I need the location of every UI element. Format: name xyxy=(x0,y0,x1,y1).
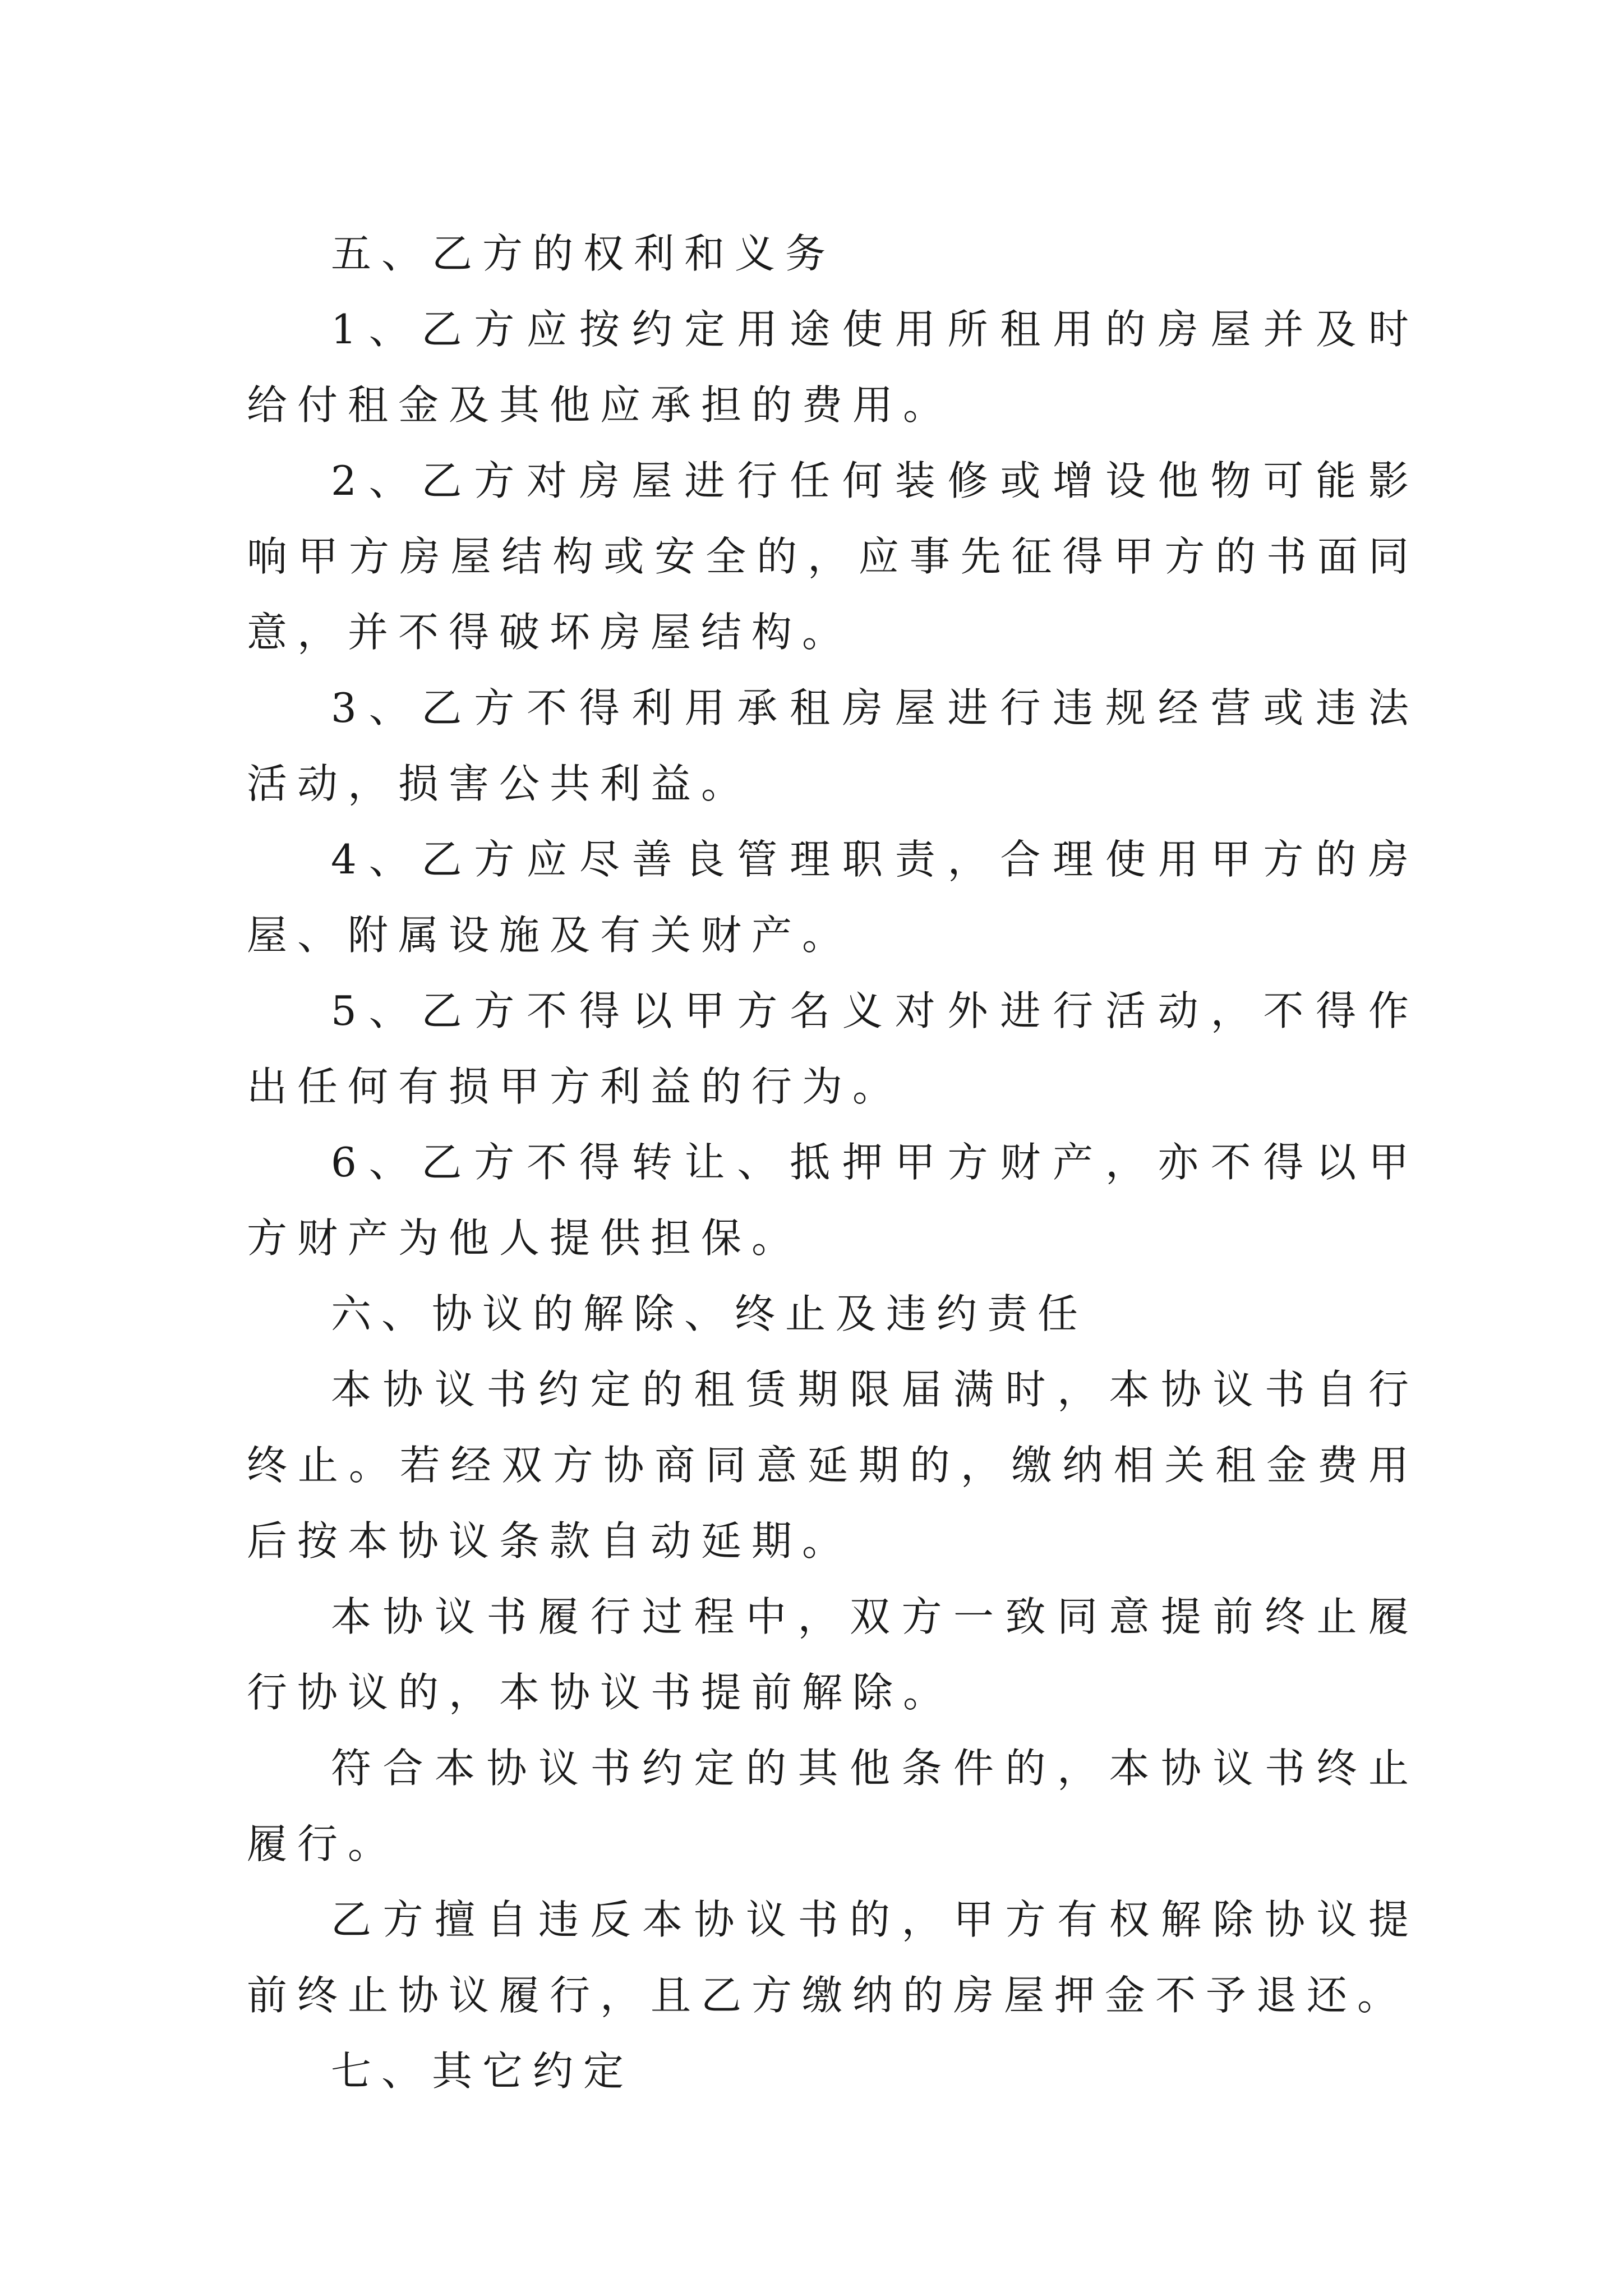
termination-paragraph-1: 本协议书约定的租赁期限届满时，本协议书自行终止。若经双方协商同意延期的，缴纳相关租金费用后按本协议条款自动延期。 xyxy=(247,1366,1419,1565)
clause-4: 4、乙方应尽善良管理职责，合理使用甲方的房屋、附属设施及有关财产。 xyxy=(247,836,1419,959)
clause-2: 2、乙方对房屋进行任何装修或增设他物可能影响甲方房屋结构或安全的，应事先征得甲方的书面同意，并不得破坏房屋结构。 xyxy=(247,457,1419,656)
section-heading-other: 七、其它约定 xyxy=(331,2047,634,2095)
clause-1: 1、乙方应按约定用途使用所租用的房屋并及时给付租金及其他应承担的费用。 xyxy=(247,306,1419,429)
termination-paragraph-2: 本协议书履行过程中，双方一致同意提前终止履行协议的，本协议书提前解除。 xyxy=(247,1593,1419,1716)
section-heading-termination: 六、协议的解除、终止及违约责任 xyxy=(331,1290,1089,1337)
clause-5: 5、乙方不得以甲方名义对外进行活动，不得作出任何有损甲方利益的行为。 xyxy=(247,987,1419,1110)
section-heading-obligations: 五、乙方的权利和义务 xyxy=(331,230,836,277)
termination-paragraph-4: 乙方擅自违反本协议书的，甲方有权解除协议提前终止协议履行，且乙方缴纳的房屋押金不予退还。 xyxy=(247,1896,1419,2019)
clause-3: 3、乙方不得利用承租房屋进行违规经营或违法活动，损害公共利益。 xyxy=(247,684,1419,807)
termination-paragraph-3: 符合本协议书约定的其他条件的，本协议书终止履行。 xyxy=(247,1745,1419,1867)
document-body xyxy=(247,216,1419,2109)
clause-6: 6、乙方不得转让、抵押甲方财产，亦不得以甲方财产为他人提供担保。 xyxy=(247,1139,1419,1262)
